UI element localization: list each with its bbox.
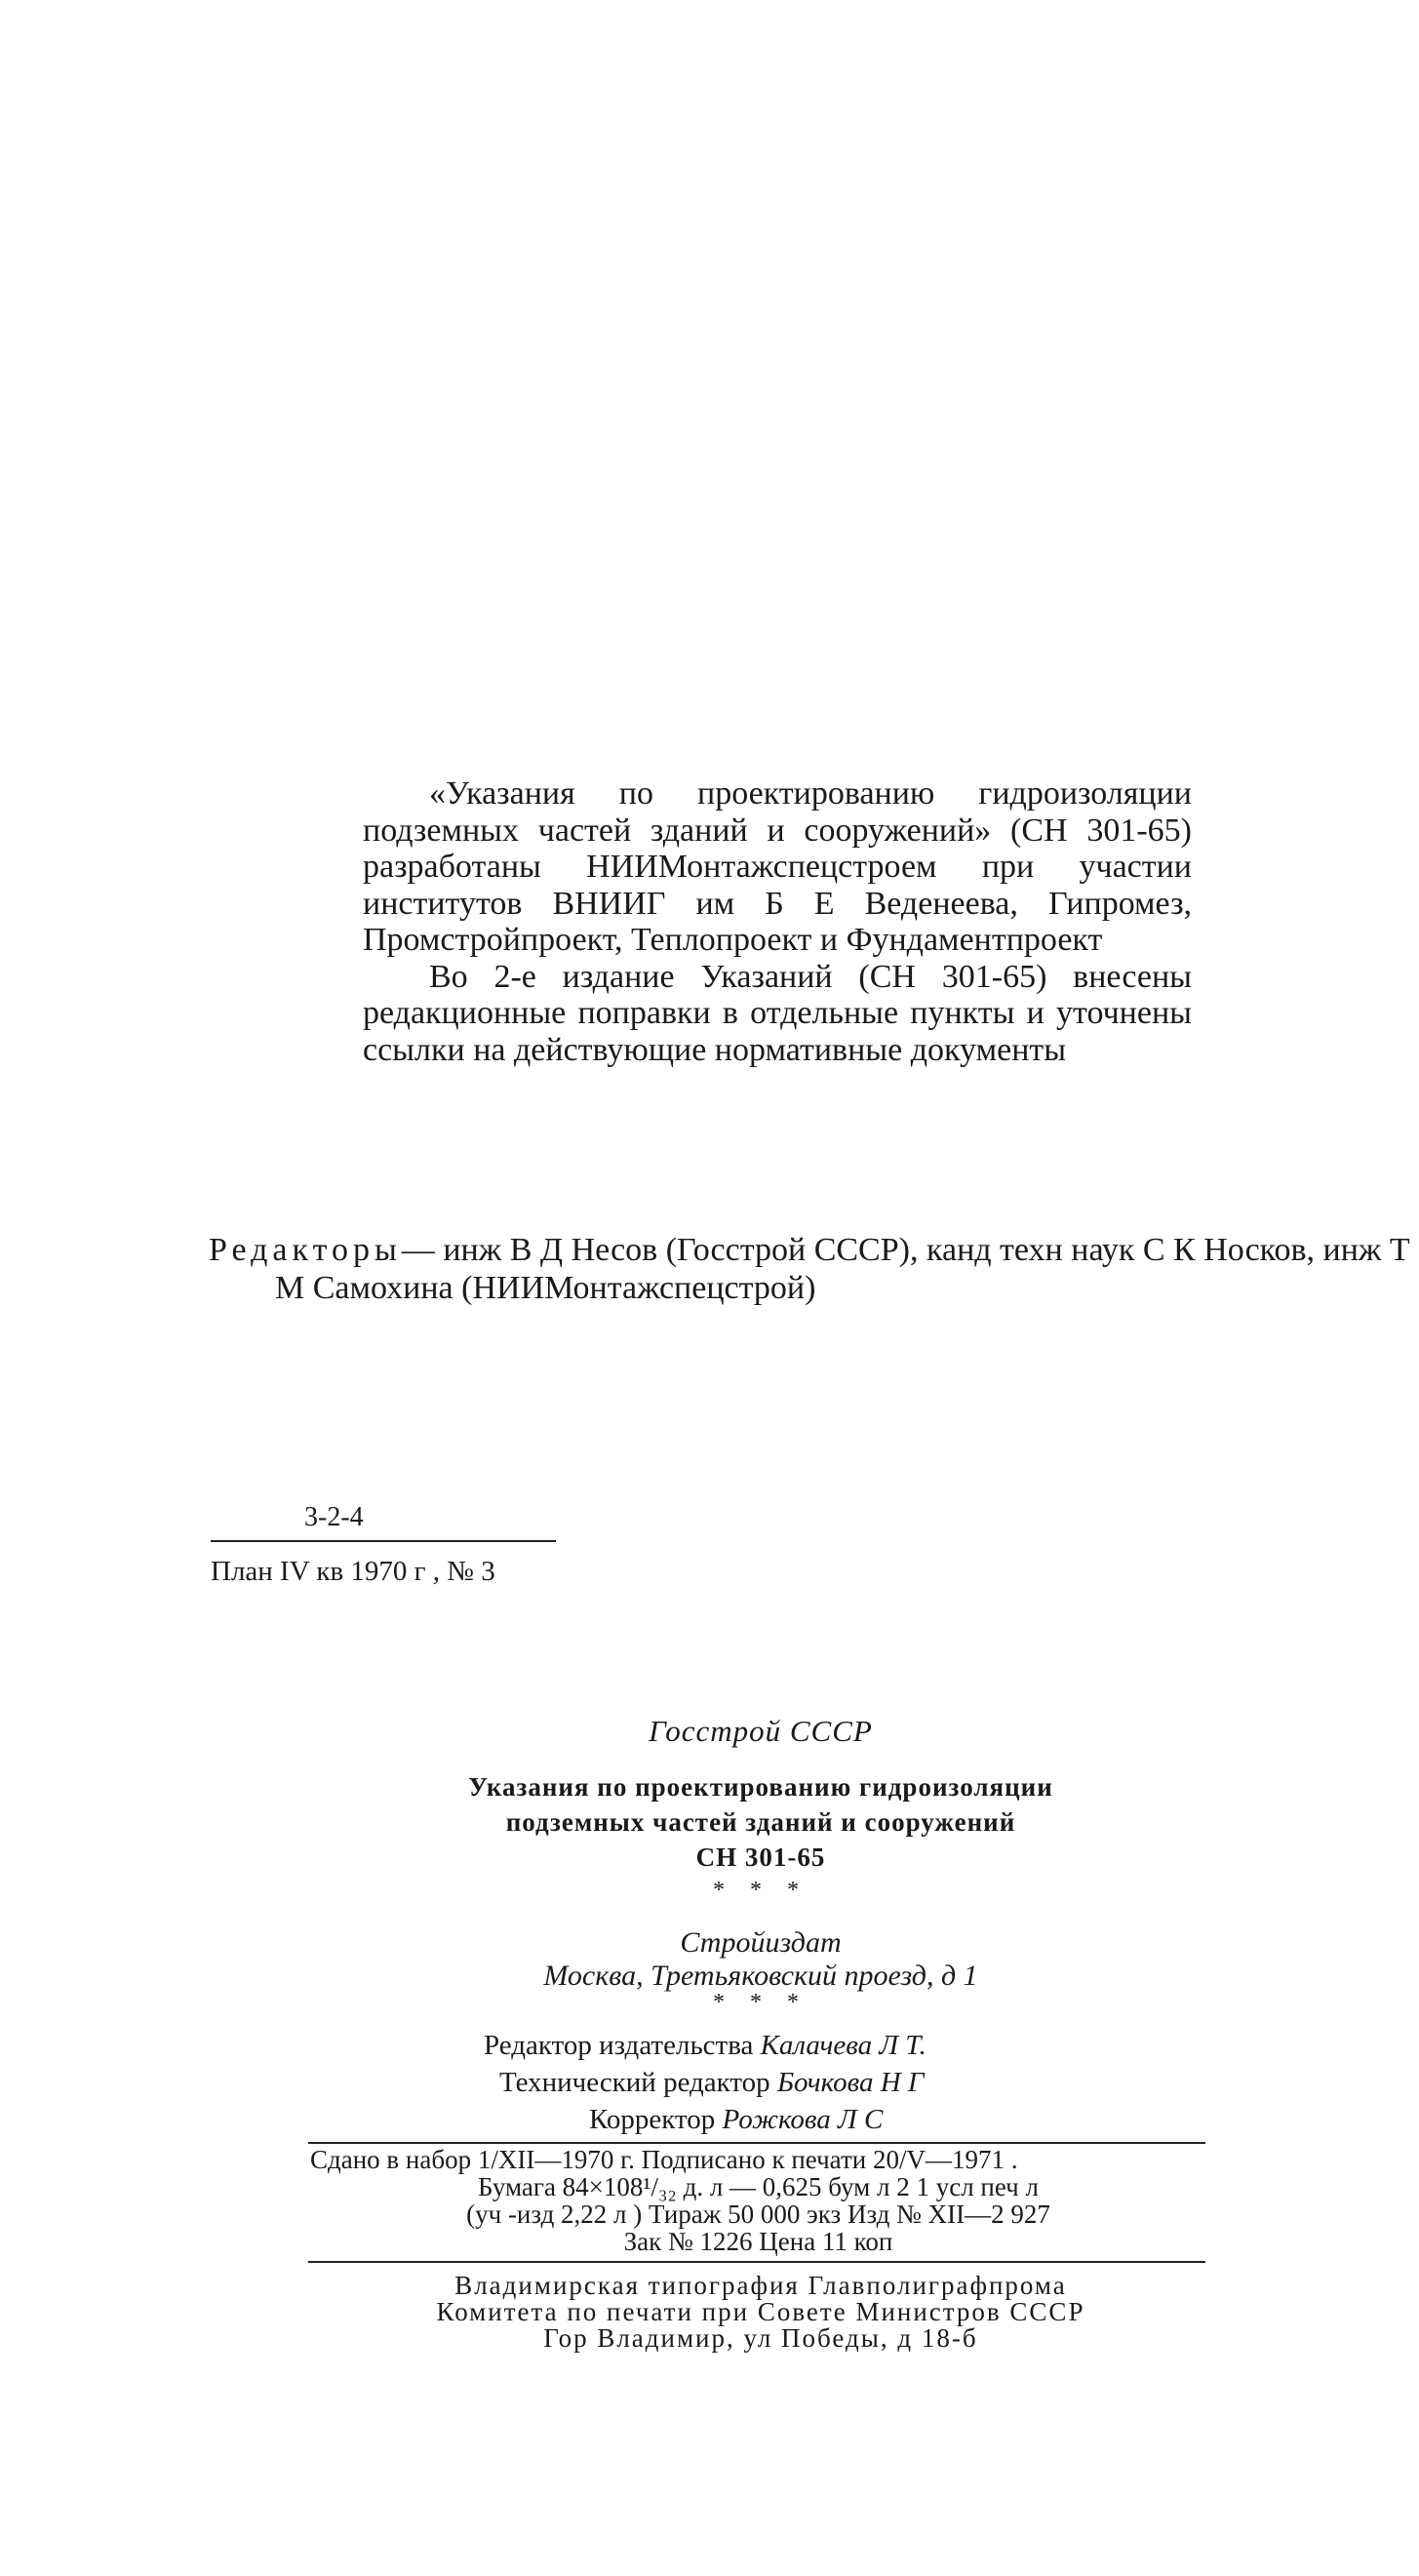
document-title [293,1769,1229,1875]
publisher-name: Стройиздат [680,1926,842,1959]
credit-tech-editor [484,2064,1108,2101]
typography-line-1: Владимирская типография Главполиграфпрома [454,2271,1067,2300]
typography-line-2: Комитета по печати при Совете Министров СССР [436,2297,1085,2326]
index-code: 3-2-4 [304,1502,364,1532]
printing-line-1: Сдано в набор 1/XII—1970 г. Подписано к печати 20/V—1971 . [310,2145,1018,2174]
typography-line-3: Гор Владимир, ул Победы, д 18-б [543,2323,978,2353]
printing-info [302,2146,1214,2255]
editors-block [209,1231,1411,1307]
printing-rule-top [308,2142,1205,2144]
credit-proofreader-name: Рожкова Л С [722,2104,884,2135]
publisher-block [293,1926,1229,1993]
printing-rule-bottom [308,2261,1205,2263]
typography-info [293,2273,1229,2352]
index-code-rule [211,1540,556,1542]
editors-text: — инж В Д Несов (Госстрой СССР), канд техн наук С К Носков, инж Т М Самохина (НИИМонтажспецстрой) [275,1232,1410,1306]
printing-line-4: Зак № 1226 Цена 11 коп [623,2227,893,2256]
printing-line-2: Бумага 84×108¹/₃₂ д. л — 0,625 бум л 2 1 усл печ л [478,2172,1039,2201]
credit-tech-editor-label: Технический редактор [499,2067,770,2098]
credit-editor-name: Калачева Л Т. [760,2030,926,2061]
credit-editor-label: Редактор издательства [484,2030,754,2061]
credit-editor [484,2027,1108,2064]
intro-block [363,775,1192,1068]
separator-stars-1: * * * [713,1878,808,1903]
credit-proofreader [484,2101,1108,2138]
publisher-address: Москва, Третьяковский проезд, д 1 [543,1960,978,1992]
intro-paragraph-2: Во 2-е издание Указаний (СН 301-65) внесены редакционные поправки в отдельные пункты и уточнены ссылки на действующие нормативные документы [363,958,1192,1068]
intro-paragraph-1: «Указания по проектированию гидроизоляции подземных частей зданий и сооружений» (СН 301-65) разработаны НИИМонтажспецстроем при участии институтов ВНИИГ им Б Е Веденеева, Гипромез, Промстройпроект, Теплопроект и Фундаментпроект [363,775,1192,958]
organization-name: Госстрой СССР [649,1714,873,1748]
editors-label: Редакторы [209,1232,402,1268]
title-line-2: подземных частей зданий и сооружений [505,1807,1016,1837]
title-line-3: СН 301-65 [695,1843,826,1872]
separator-stars-2: * * * [713,1990,808,2015]
credit-tech-editor-name: Бочкова Н Г [776,2067,925,2098]
publication-plan: План IV кв 1970 г , № 3 [211,1556,495,1587]
title-line-1: Указания по проектированию гидроизоляции [468,1772,1053,1802]
credit-proofreader-label: Корректор [589,2104,716,2135]
printing-line-3: (уч -изд 2,22 л ) Тираж 50 000 экз Изд № XII—2 927 [466,2200,1050,2229]
credits-block [484,2027,1108,2138]
